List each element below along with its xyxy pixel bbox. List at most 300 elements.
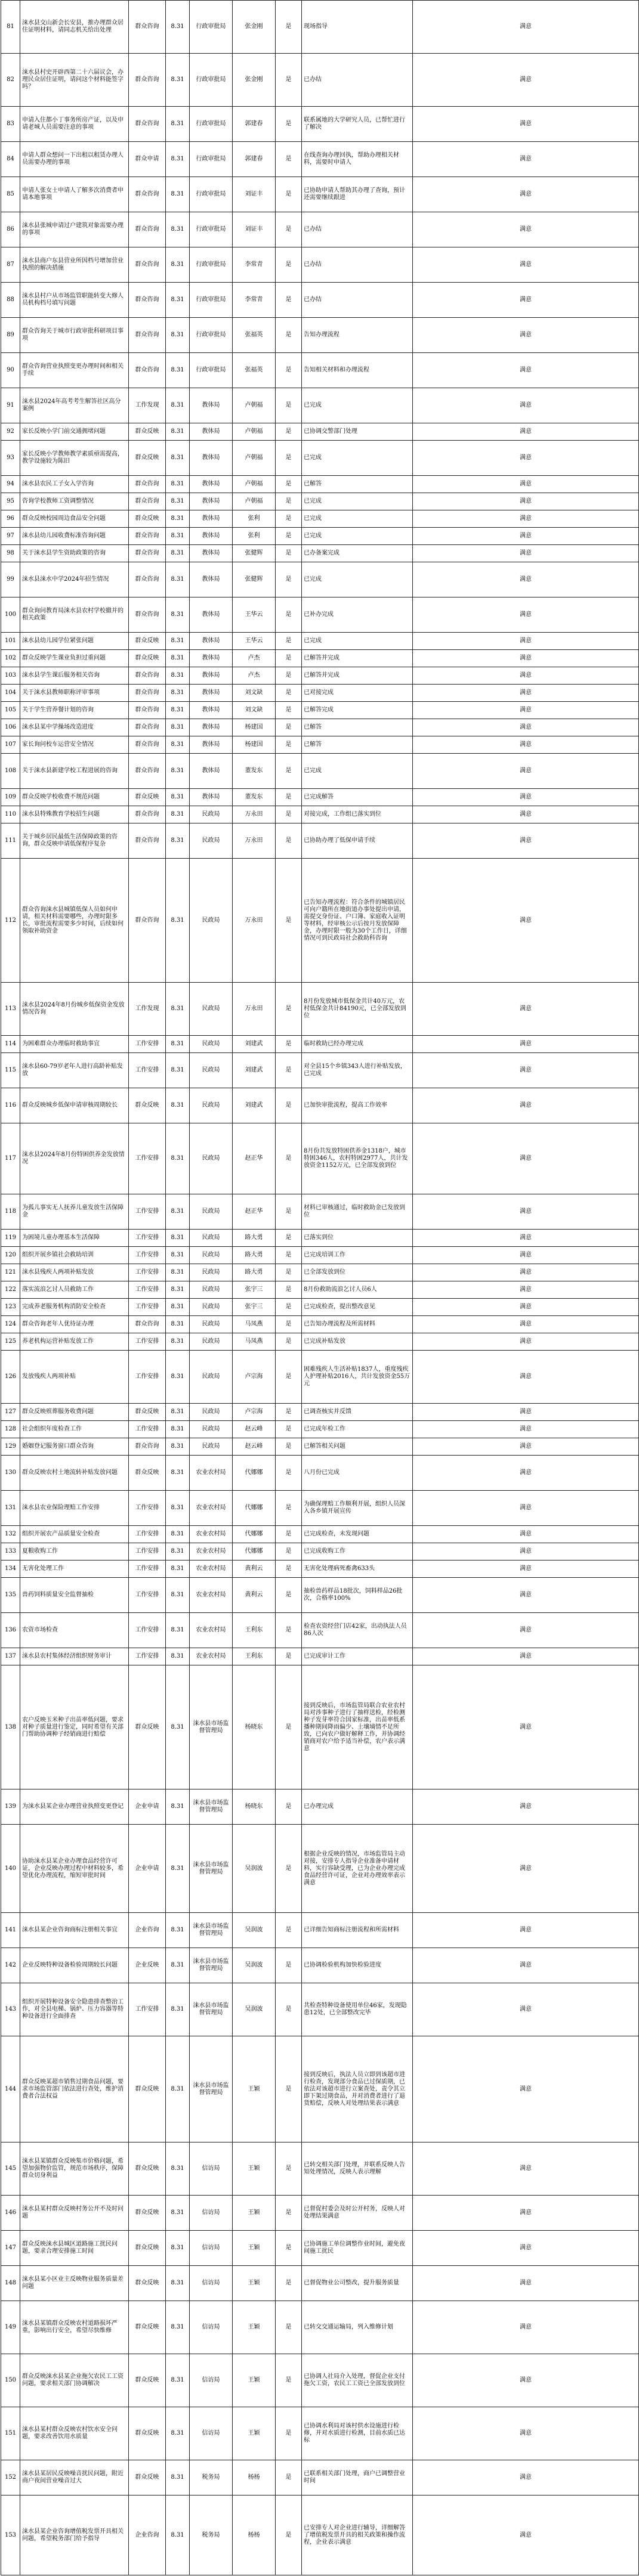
handling-result-cell: 已完成 <box>302 633 413 650</box>
item-content-cell: 关于城乡居民最低生活保障政策的咨询，群众反映申请低保程序复杂 <box>20 823 129 859</box>
table-row <box>1 650 639 667</box>
resolved-flag-cell: 是 <box>276 1299 302 1316</box>
date-cell: 8.31 <box>166 1264 190 1281</box>
item-content-cell: 涞水县某企业咨询商标注册相关事宜 <box>20 1913 129 1948</box>
handling-unit-cell: 民政局 <box>190 1053 233 1088</box>
row-index-cell: 147 <box>1 2231 20 2266</box>
handling-unit-cell: 民政局 <box>190 1281 233 1299</box>
satisfaction-cell: 满意 <box>413 1404 639 1421</box>
satisfaction-cell: 满意 <box>413 1438 639 1456</box>
satisfaction-cell: 满意 <box>413 823 639 859</box>
source-type-cell: 群众咨询 <box>129 476 166 493</box>
date-cell: 8.31 <box>166 54 190 107</box>
row-index-cell: 116 <box>1 1088 20 1123</box>
satisfaction-cell: 满意 <box>413 1526 639 1543</box>
table-row <box>1 388 639 423</box>
table-row <box>1 1053 639 1088</box>
item-content-cell: 群众咨询关于城市行政审批科研项目事项 <box>20 318 129 353</box>
handling-result-cell: 已完成 <box>302 388 413 423</box>
satisfaction-cell: 满意 <box>413 493 639 510</box>
date-cell: 8.31 <box>166 2496 190 2575</box>
handler-cell: 吴润波 <box>233 1913 276 1948</box>
source-type-cell: 群众咨询 <box>129 1 166 54</box>
handling-unit-cell: 民政局 <box>190 983 233 1036</box>
row-index-cell: 134 <box>1 1561 20 1578</box>
item-content-cell: 涞水县学生课后服务相关咨询 <box>20 667 129 685</box>
handler-cell: 张金刚 <box>233 54 276 107</box>
handler-cell: 王华云 <box>233 597 276 633</box>
date-cell: 8.31 <box>166 1 190 54</box>
handling-result-cell: 已协调施工单位调整作业时间，避免夜间施工扰民 <box>302 2231 413 2266</box>
table-row <box>1 1438 639 1456</box>
handler-cell: 万永田 <box>233 806 276 823</box>
source-type-cell: 群众咨询 <box>129 685 166 702</box>
handler-cell: 卢朝福 <box>233 476 276 493</box>
satisfaction-cell: 满意 <box>413 685 639 702</box>
source-type-cell: 群众咨询 <box>129 702 166 719</box>
source-type-cell: 群众咨询 <box>129 719 166 736</box>
satisfaction-cell: 满意 <box>413 1561 639 1578</box>
handling-result-cell: 已协调检验机构加快检验进度 <box>302 1948 413 1983</box>
date-cell: 8.31 <box>166 1789 190 1825</box>
handling-unit-cell: 农业农村局 <box>190 1648 233 1665</box>
handler-cell: 刘建武 <box>233 1053 276 1088</box>
row-index-cell: 142 <box>1 1948 20 1983</box>
handling-result-cell: 已完成 <box>302 510 413 528</box>
handler-cell: 卢朝福 <box>233 388 276 423</box>
handling-result-cell: 已完成 <box>302 528 413 545</box>
row-index-cell: 122 <box>1 1281 20 1299</box>
table-row <box>1 177 639 212</box>
row-index-cell: 120 <box>1 1247 20 1264</box>
row-index-cell: 82 <box>1 54 20 107</box>
handler-cell: 卢杰 <box>233 650 276 667</box>
table-row <box>1 1913 639 1948</box>
handling-result-cell: 8月份救助流浪乞讨人员6人 <box>302 1281 413 1299</box>
resolved-flag-cell: 是 <box>276 1913 302 1948</box>
handling-result-cell: 已办结 <box>302 212 413 247</box>
source-type-cell: 工作安排 <box>129 1983 166 2036</box>
row-index-cell: 149 <box>1 2301 20 2354</box>
handling-result-cell: 已完成 <box>302 754 413 789</box>
date-cell: 8.31 <box>166 2354 190 2407</box>
item-content-cell: 群众咨询涞水县城镇低保人员如何申请，相关材料需要哪些，办理时限多长，审批流程需要多少时间，后续如何领取补助资金 <box>20 859 129 983</box>
handling-result-cell: 已告知办理流程及所需材料 <box>302 1316 413 1333</box>
table-row <box>1 2407 639 2460</box>
handling-unit-cell: 行政审批局 <box>190 318 233 353</box>
row-index-cell: 141 <box>1 1913 20 1948</box>
handling-unit-cell: 民政局 <box>190 1036 233 1053</box>
source-type-cell: 工作安排 <box>129 1561 166 1578</box>
date-cell: 8.31 <box>166 719 190 736</box>
resolved-flag-cell: 是 <box>276 510 302 528</box>
handler-cell: 郭建春 <box>233 107 276 142</box>
satisfaction-cell: 满意 <box>413 353 639 388</box>
resolved-flag-cell: 是 <box>276 247 302 283</box>
source-type-cell: 工作安排 <box>129 1299 166 1316</box>
resolved-flag-cell: 是 <box>276 562 302 597</box>
satisfaction-cell: 满意 <box>413 177 639 212</box>
item-content-cell: 涞水县60-79岁老年人进行高龄补贴发放 <box>20 1053 129 1088</box>
item-content-cell: 涞水县某小区业主反映物业服务质量差问题 <box>20 2266 129 2301</box>
source-type-cell: 工作发现 <box>129 983 166 1036</box>
row-index-cell: 117 <box>1 1123 20 1194</box>
handler-cell: 杨杨 <box>233 2496 276 2575</box>
source-type-cell: 工作安排 <box>129 1648 166 1665</box>
handler-cell: 王颖 <box>233 2354 276 2407</box>
source-type-cell: 工作安排 <box>129 1578 166 1613</box>
date-cell: 8.31 <box>166 650 190 667</box>
table-row <box>1 283 639 318</box>
resolved-flag-cell: 是 <box>276 1648 302 1665</box>
table-row <box>1 789 639 806</box>
row-index-cell: 148 <box>1 2266 20 2301</box>
satisfaction-cell: 满意 <box>413 859 639 983</box>
date-cell: 8.31 <box>166 1913 190 1948</box>
row-index-cell: 107 <box>1 736 20 754</box>
satisfaction-cell: 满意 <box>413 388 639 423</box>
handler-cell: 路大勇 <box>233 1230 276 1247</box>
resolved-flag-cell: 是 <box>276 2231 302 2266</box>
satisfaction-cell: 满意 <box>413 318 639 353</box>
row-index-cell: 87 <box>1 247 20 283</box>
source-type-cell: 群众咨询 <box>129 54 166 107</box>
source-type-cell: 工作安排 <box>129 1543 166 1561</box>
handling-result-cell: 已办结 <box>302 54 413 107</box>
source-type-cell: 群众咨询 <box>129 177 166 212</box>
resolved-flag-cell: 是 <box>276 633 302 650</box>
handling-result-cell: 对全县15个乡镇343人进行补贴发放，已完成 <box>302 1053 413 1088</box>
row-index-cell: 136 <box>1 1613 20 1648</box>
date-cell: 8.31 <box>166 1194 190 1230</box>
resolved-flag-cell: 是 <box>276 597 302 633</box>
item-content-cell: 涞水县商户东县营业所因档号增加营业执照的解决措施 <box>20 247 129 283</box>
item-content-cell: 涞水县交山新会长安县，推办理群众居住证明材料，请同志机关给出处理 <box>20 1 129 54</box>
row-index-cell: 131 <box>1 1491 20 1526</box>
item-content-cell: 申请人张女士申请人了解多次消费者申请本地事项 <box>20 177 129 212</box>
resolved-flag-cell: 是 <box>276 1983 302 2036</box>
source-type-cell: 群众咨询 <box>129 1438 166 1456</box>
handler-cell: 王颖 <box>233 2231 276 2266</box>
date-cell: 8.31 <box>166 283 190 318</box>
resolved-flag-cell: 是 <box>276 177 302 212</box>
resolved-flag-cell: 是 <box>276 1088 302 1123</box>
table-row <box>1 1299 639 1316</box>
handling-unit-cell: 教体局 <box>190 633 233 650</box>
satisfaction-cell: 满意 <box>413 1665 639 1789</box>
source-type-cell: 群众反映 <box>129 633 166 650</box>
row-index-cell: 144 <box>1 2036 20 2142</box>
handling-result-cell: 已办备案完成 <box>302 545 413 562</box>
satisfaction-cell: 满意 <box>413 1456 639 1491</box>
source-type-cell: 群众咨询 <box>129 754 166 789</box>
date-cell: 8.31 <box>166 1316 190 1333</box>
handling-result-cell: 为确保理赔工作顺利开展，组织人员深入各乡镇开展宣传 <box>302 1491 413 1526</box>
handling-result-cell: 已加快审批流程，提高工作效率 <box>302 1088 413 1123</box>
item-content-cell: 为困境儿童办理基本生活保障 <box>20 1230 129 1247</box>
row-index-cell: 97 <box>1 528 20 545</box>
satisfaction-cell: 满意 <box>413 510 639 528</box>
handling-unit-cell: 行政审批局 <box>190 1 233 54</box>
handler-cell: 张宇三 <box>233 1299 276 1316</box>
handling-result-cell: 告知办理流程 <box>302 318 413 353</box>
table-row <box>1 562 639 597</box>
handler-cell: 杨建国 <box>233 736 276 754</box>
resolved-flag-cell: 是 <box>276 142 302 177</box>
resolved-flag-cell: 是 <box>276 54 302 107</box>
handler-cell: 刘证丰 <box>233 177 276 212</box>
item-content-cell: 涞水县幼儿园收费标准咨询问题 <box>20 528 129 545</box>
date-cell: 8.31 <box>166 1123 190 1194</box>
resolved-flag-cell: 是 <box>276 388 302 423</box>
handler-cell: 刘文缺 <box>233 702 276 719</box>
handling-unit-cell: 农业农村局 <box>190 1543 233 1561</box>
source-type-cell: 群众咨询 <box>129 736 166 754</box>
table-row <box>1 1648 639 1665</box>
satisfaction-cell: 满意 <box>413 983 639 1036</box>
table-row <box>1 1230 639 1247</box>
handling-unit-cell: 民政局 <box>190 823 233 859</box>
row-index-cell: 92 <box>1 423 20 441</box>
source-type-cell: 工作安排 <box>129 1036 166 1053</box>
row-index-cell: 146 <box>1 2196 20 2231</box>
satisfaction-cell: 满意 <box>413 2301 639 2354</box>
row-index-cell: 81 <box>1 1 20 54</box>
source-type-cell: 群众反映 <box>129 441 166 476</box>
table-row <box>1 528 639 545</box>
table-row <box>1 983 639 1036</box>
handler-cell: 刘文缺 <box>233 685 276 702</box>
item-content-cell: 群众反映学校收费不规范问题 <box>20 789 129 806</box>
handler-cell: 卢宗海 <box>233 1404 276 1421</box>
table-row <box>1 1665 639 1789</box>
handling-unit-cell: 涞水县市场监督管理局 <box>190 1825 233 1913</box>
row-index-cell: 95 <box>1 493 20 510</box>
item-content-cell: 群众反映殡葬服务收费问题 <box>20 1404 129 1421</box>
handling-result-cell: 已转交交通运输局，列入维修计划 <box>302 2301 413 2354</box>
satisfaction-cell: 满意 <box>413 2407 639 2460</box>
source-type-cell: 工作安排 <box>129 1264 166 1281</box>
handling-unit-cell: 税务局 <box>190 2496 233 2575</box>
satisfaction-cell: 满意 <box>413 2231 639 2266</box>
item-content-cell: 关于涞水县教师职称评审事项 <box>20 685 129 702</box>
satisfaction-cell: 满意 <box>413 2496 639 2575</box>
handling-unit-cell: 民政局 <box>190 1264 233 1281</box>
handling-result-cell: 已解答完成 <box>302 702 413 719</box>
handler-cell: 张利 <box>233 528 276 545</box>
resolved-flag-cell: 是 <box>276 1613 302 1648</box>
handling-unit-cell: 民政局 <box>190 1333 233 1351</box>
row-index-cell: 88 <box>1 283 20 318</box>
date-cell: 8.31 <box>166 1578 190 1613</box>
date-cell: 8.31 <box>166 388 190 423</box>
resolved-flag-cell: 是 <box>276 1665 302 1789</box>
satisfaction-cell: 满意 <box>413 1230 639 1247</box>
handler-cell: 张健辉 <box>233 545 276 562</box>
satisfaction-cell: 满意 <box>413 1421 639 1438</box>
item-content-cell: 涞水县农业保险理赔工作安排 <box>20 1491 129 1526</box>
handler-cell: 代娜娜 <box>233 1456 276 1491</box>
date-cell: 8.31 <box>166 493 190 510</box>
date-cell: 8.31 <box>166 1665 190 1789</box>
resolved-flag-cell: 是 <box>276 1316 302 1333</box>
table-row <box>1 1194 639 1230</box>
date-cell: 8.31 <box>166 2231 190 2266</box>
date-cell: 8.31 <box>166 247 190 283</box>
handling-unit-cell: 民政局 <box>190 1351 233 1404</box>
satisfaction-cell: 满意 <box>413 1 639 54</box>
handling-unit-cell: 教体局 <box>190 441 233 476</box>
resolved-flag-cell: 是 <box>276 1264 302 1281</box>
table-row <box>1 1421 639 1438</box>
handling-unit-cell: 教体局 <box>190 388 233 423</box>
resolved-flag-cell: 是 <box>276 2460 302 2496</box>
date-cell: 8.31 <box>166 2036 190 2142</box>
handling-result-cell: 已完成解答 <box>302 789 413 806</box>
handling-result-cell: 8月份发放城市低保金共计40万元，农村低保金共计84190元，已全部发放到位 <box>302 983 413 1036</box>
resolved-flag-cell: 是 <box>276 1438 302 1456</box>
satisfaction-cell: 满意 <box>413 633 639 650</box>
item-content-cell: 涞水县2024年8月份城乡低保资金发放情况咨询 <box>20 983 129 1036</box>
table-row <box>1 1561 639 1578</box>
item-content-cell: 家长反映小学门前交通拥堵问题 <box>20 423 129 441</box>
handling-result-cell: 已解答 <box>302 719 413 736</box>
item-content-cell: 群众反映学生课业负担过重问题 <box>20 650 129 667</box>
handling-result-cell: 材料已审核通过，临时救助金已发放到位 <box>302 1194 413 1230</box>
handling-result-cell: 已协调人社局介入处理，督促企业支付拖欠工资，农民工工资已全部发放到位 <box>302 2354 413 2407</box>
resolved-flag-cell: 是 <box>276 859 302 983</box>
date-cell: 8.31 <box>166 1613 190 1648</box>
satisfaction-cell: 满意 <box>413 1264 639 1281</box>
source-type-cell: 群众咨询 <box>129 318 166 353</box>
resolved-flag-cell: 是 <box>276 353 302 388</box>
item-content-cell: 群众咨询老年人优待证办理 <box>20 1316 129 1333</box>
source-type-cell: 群众咨询 <box>129 528 166 545</box>
satisfaction-cell: 满意 <box>413 2196 639 2231</box>
satisfaction-cell: 满意 <box>413 1543 639 1561</box>
source-type-cell: 群众反映 <box>129 2301 166 2354</box>
handling-unit-cell: 农业农村局 <box>190 1526 233 1543</box>
source-type-cell: 群众咨询 <box>129 1316 166 1333</box>
handling-unit-cell: 教体局 <box>190 667 233 685</box>
date-cell: 8.31 <box>166 2460 190 2496</box>
source-type-cell: 工作安排 <box>129 1333 166 1351</box>
handler-cell: 王华云 <box>233 633 276 650</box>
handler-cell: 杨晓东 <box>233 1665 276 1789</box>
handling-result-cell: 已落实到位 <box>302 1230 413 1247</box>
row-index-cell: 130 <box>1 1456 20 1491</box>
item-content-cell: 养老机构运营补贴发放工作 <box>20 1333 129 1351</box>
handler-cell: 赵云峰 <box>233 1438 276 1456</box>
source-type-cell: 工作安排 <box>129 1491 166 1526</box>
item-content-cell: 家长反映小学教师教学素质亟需提高，教学设施较为陈旧 <box>20 441 129 476</box>
row-index-cell: 94 <box>1 476 20 493</box>
source-type-cell: 群众反映 <box>129 2036 166 2142</box>
table-row <box>1 476 639 493</box>
row-index-cell: 104 <box>1 685 20 702</box>
handler-cell: 王颖 <box>233 2142 276 2196</box>
item-content-cell: 农资市场检查 <box>20 1613 129 1648</box>
row-index-cell: 102 <box>1 650 20 667</box>
resolved-flag-cell: 是 <box>276 754 302 789</box>
handling-result-cell: 已解答并完成 <box>302 650 413 667</box>
item-content-cell: 关于学生营养餐计划的咨询 <box>20 702 129 719</box>
handling-unit-cell: 税务局 <box>190 2460 233 2496</box>
handling-unit-cell: 农业农村局 <box>190 1561 233 1578</box>
item-content-cell: 企业反映特种设备检验周期较长问题 <box>20 1948 129 1983</box>
date-cell: 8.31 <box>166 545 190 562</box>
table-row <box>1 1264 639 1281</box>
satisfaction-cell: 满意 <box>413 1088 639 1123</box>
handling-unit-cell: 行政审批局 <box>190 247 233 283</box>
item-content-cell: 涞水县某企业咨询增值税发票开具相关问题，希望税务部门给予指导 <box>20 2496 129 2575</box>
item-content-cell: 组织开展乡镇社会救助培训 <box>20 1247 129 1264</box>
table-row <box>1 1351 639 1404</box>
row-index-cell: 98 <box>1 545 20 562</box>
item-content-cell: 群众反映涞水县某企业拖欠农民工工资问题，要求相关部门协调解决 <box>20 2354 129 2407</box>
row-index-cell: 113 <box>1 983 20 1036</box>
handling-result-cell: 已解答 <box>302 736 413 754</box>
item-content-cell: 完成养老服务机构消防安全检查 <box>20 1299 129 1316</box>
table-row <box>1 423 639 441</box>
item-content-cell: 为孤儿事实无人抚养儿童发放生活保障金 <box>20 1194 129 1230</box>
row-index-cell: 115 <box>1 1053 20 1088</box>
date-cell: 8.31 <box>166 1036 190 1053</box>
satisfaction-cell: 满意 <box>413 789 639 806</box>
satisfaction-cell: 满意 <box>413 2354 639 2407</box>
source-type-cell: 群众咨询 <box>129 823 166 859</box>
satisfaction-cell: 满意 <box>413 423 639 441</box>
item-content-cell: 协助涞水县某企业办理食品经营许可证，企业反映办理过程中材料较多，希望优化办理流程，缩短审批时间 <box>20 1825 129 1913</box>
item-content-cell: 群众反映涞水县城区道路施工扰民问题，要求合理安排施工时间 <box>20 2231 129 2266</box>
row-index-cell: 93 <box>1 441 20 476</box>
row-index-cell: 112 <box>1 859 20 983</box>
handling-result-cell: 已解答相关问题 <box>302 1438 413 1456</box>
table-row <box>1 2142 639 2196</box>
resolved-flag-cell: 是 <box>276 983 302 1036</box>
date-cell: 8.31 <box>166 736 190 754</box>
table-row <box>1 545 639 562</box>
handling-unit-cell: 民政局 <box>190 1421 233 1438</box>
handler-cell: 吴润波 <box>233 1983 276 2036</box>
table-row <box>1 1036 639 1053</box>
resolved-flag-cell: 是 <box>276 685 302 702</box>
table-row <box>1 1983 639 2036</box>
date-cell: 8.31 <box>166 423 190 441</box>
handling-result-cell: 已完成年检工作 <box>302 1421 413 1438</box>
handler-cell: 卢宗海 <box>233 1351 276 1404</box>
handling-result-cell: 已协调水利局对该村供水设施进行检修，并对水质进行检测，目前水质已达标 <box>302 2407 413 2460</box>
handling-unit-cell: 教体局 <box>190 650 233 667</box>
table-row <box>1 1526 639 1543</box>
handling-unit-cell: 信访局 <box>190 2196 233 2231</box>
row-index-cell: 137 <box>1 1648 20 1665</box>
item-content-cell: 咨询学校教师工资调整情况 <box>20 493 129 510</box>
resolved-flag-cell: 是 <box>276 667 302 685</box>
table-row <box>1 318 639 353</box>
satisfaction-cell: 满意 <box>413 2142 639 2196</box>
resolved-flag-cell: 是 <box>276 1578 302 1613</box>
satisfaction-cell: 满意 <box>413 476 639 493</box>
handling-result-cell: 对接完成，工作组已落实到位 <box>302 806 413 823</box>
handler-cell: 张福英 <box>233 353 276 388</box>
row-index-cell: 127 <box>1 1404 20 1421</box>
handling-result-cell: 已完成培训工作 <box>302 1247 413 1264</box>
handling-unit-cell: 行政审批局 <box>190 177 233 212</box>
item-content-cell: 涞水县村户从市场监管职能转变大修人员机构档号填写问题 <box>20 283 129 318</box>
resolved-flag-cell: 是 <box>276 2354 302 2407</box>
source-type-cell: 工作安排 <box>129 1123 166 1194</box>
